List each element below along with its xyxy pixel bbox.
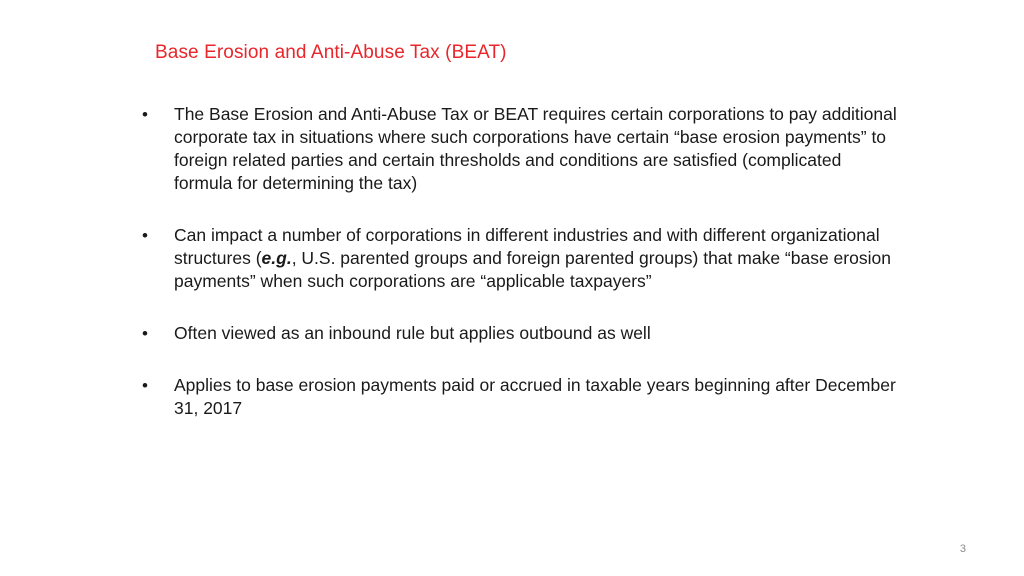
bullet-text-emphasis: e.g.: [261, 248, 292, 268]
bullet-item: [142, 224, 902, 293]
bullet-text-part: , U.S. parented groups and foreign parented groups) that make “base erosion payments” when such corporations are “applicable taxpayers”: [174, 248, 891, 291]
bullet-text: Applies to base erosion payments paid or accrued in taxable years beginning after December 31, 2017: [174, 375, 896, 418]
bullet-list: [142, 103, 902, 420]
bullet-item: [142, 374, 902, 420]
bullet-marker: •: [142, 376, 148, 395]
bullet-text: Often viewed as an inbound rule but applies outbound as well: [174, 323, 651, 343]
page-number: 3: [959, 543, 966, 555]
bullet-item: [142, 103, 902, 195]
bullet-marker: •: [142, 226, 148, 245]
bullet-item: [142, 322, 902, 345]
bullet-marker: •: [142, 324, 148, 343]
bullet-text: [174, 225, 891, 291]
bullet-text: The Base Erosion and Anti-Abuse Tax or BEAT requires certain corporations to pay additional corporate tax in situations where such corporations have certain “base erosion payments” to foreign related parties and certain thresholds and conditions are satisfied (complicated formula for determining the tax): [174, 104, 897, 193]
bullet-marker: •: [142, 105, 148, 124]
slide-title: Base Erosion and Anti-Abuse Tax (BEAT): [155, 42, 507, 63]
bullet-text-part: Can impact a number of corporations in different industries and with different organizational structures (: [174, 225, 880, 268]
